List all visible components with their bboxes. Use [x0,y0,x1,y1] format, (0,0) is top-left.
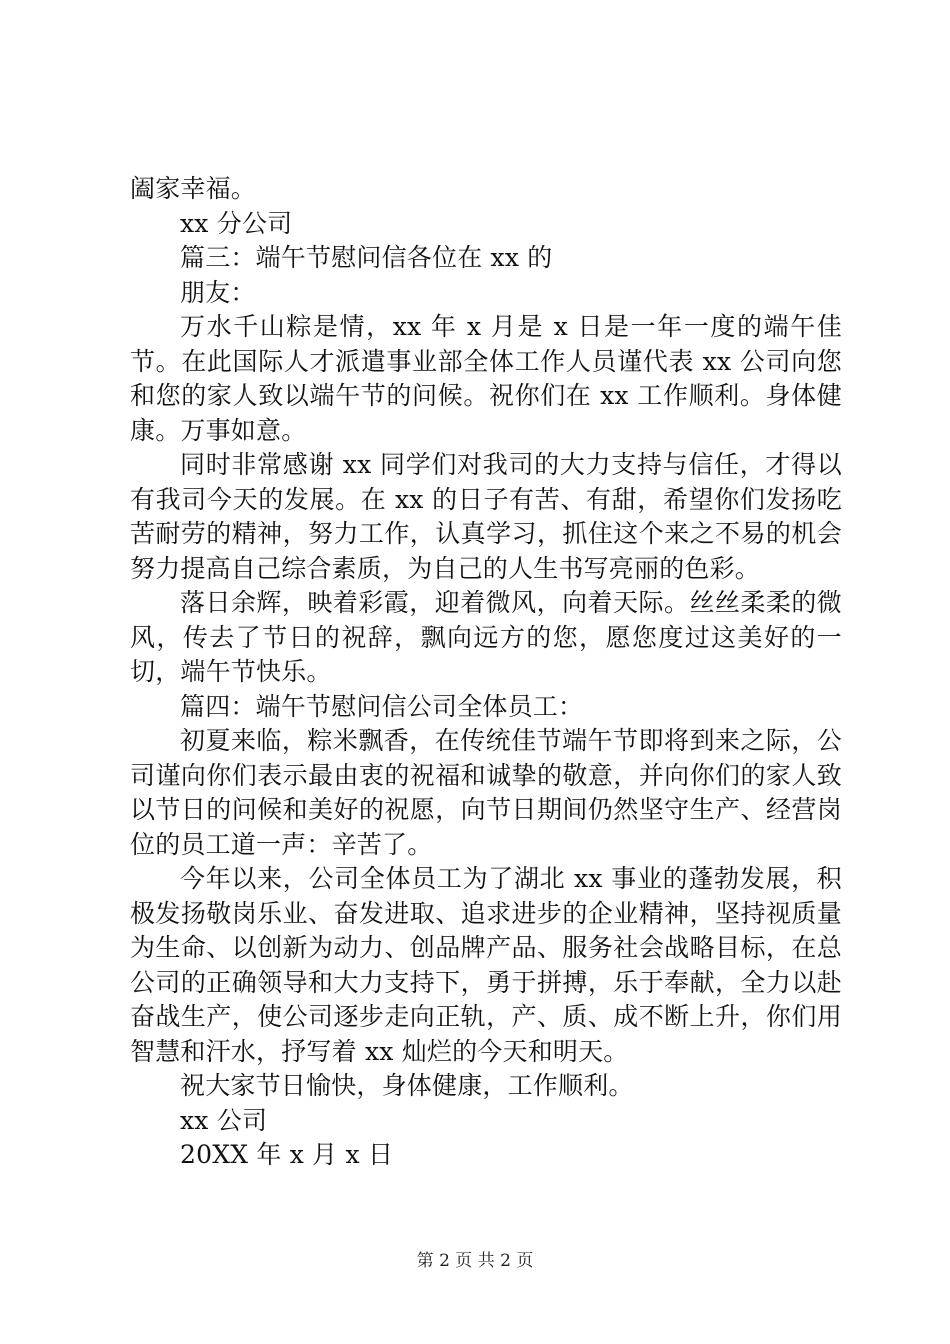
salutation: 朋友： [180,277,256,307]
page-number-footer: 第 2 页 共 2 页 [416,1251,534,1271]
paragraph: 今年以来，公司全体员工为了湖北 xx 事业的蓬勃发展，积极发扬敬岗乐业、奋发进取、追求进步的企业精神，坚持视质量为生命、以创新为动力、创品牌产品、服务社会战略目标，在总公司的正确领导和大力支持下，勇于拼搏，乐于奉献，全力以赴奋战生产，使公司逐步走向正轨，产、质、成不断上升，你们用智慧和汗水，抒写着 xx 灿烂的今天和明天。 [130,864,842,1066]
paragraph: 初夏来临，粽米飘香，在传统佳节端午节即将到来之际，公司谨向你们表示最由衷的祝福和诚挚的敬意，并向你们的家人致以节日的问候和美好的祝愿，向节日期间仍然坚守生产、经营岗位的员工道一声：辛苦了。 [130,726,842,859]
company-signature: xx 公司 [180,1105,268,1135]
branch-signature: xx 分公司 [180,208,293,238]
closing-line: 祝大家节日愉快，身体健康，工作顺利。 [180,1071,634,1100]
document-body [130,172,842,1173]
paragraph: 落日余辉，映着彩霞，迎着微风，向着天际。丝丝柔柔的微风，传去了节日的祝辞，飘向远方的您，愿您度过这美好的一切，端午节快乐。 [130,588,842,686]
letter-date: 20XX 年 x 月 x 日 [180,1140,394,1169]
section-heading-3: 篇三：端午节慰问信各位在 xx 的 [180,243,553,272]
section-heading-4: 篇四：端午节慰问信公司全体员工： [180,691,584,721]
paragraph: 万水千山粽是情，xx 年 x 月是 x 日是一年一度的端午佳节。在此国际人才派遣事业部全体工作人员谨代表 xx 公司向您和您的家人致以端午节的问候。祝你们在 xx 工作顺利。身体健康。万事如意。 [130,312,842,445]
text-line: 阖家幸福。 [130,174,257,203]
paragraph: 同时非常感谢 xx 同学们对我司的大力支持与信任，才得以有我司今天的发展。在 xx 的日子有苦、有甜，希望你们发扬吃苦耐劳的精神，努力工作，认真学习，抓住这个来之不易的机会努力提高自己综合素质，为自己的人生书写亮丽的色彩。 [130,450,842,583]
